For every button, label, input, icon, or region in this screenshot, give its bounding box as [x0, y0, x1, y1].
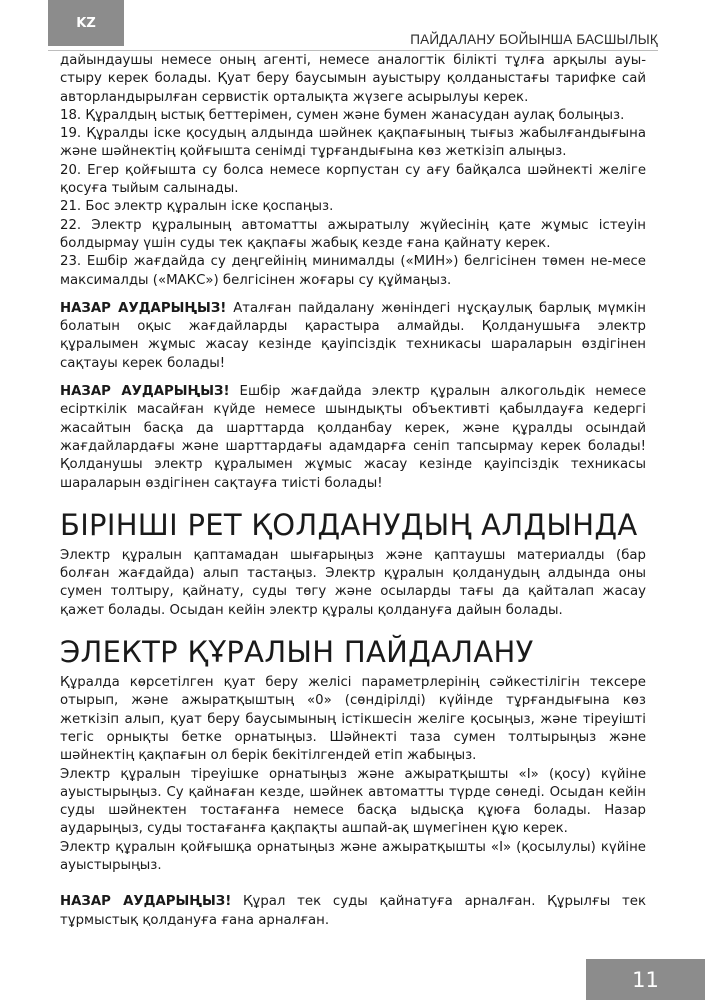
header-divider [48, 50, 658, 51]
list-item: 23. Ешбір жағдайда су деңгейінің минималды («МИН») белгісінен төмен не-месе максималды («МАКС») белгісінен жоғары су құймаңыз. [60, 254, 646, 288]
language-code: KZ [76, 15, 96, 31]
warning-label: НАЗАР АУДАРЫҢЫЗ! [60, 384, 230, 400]
warning-notice [60, 383, 646, 493]
section-body: Электр құралын тіреуішке орнатыңыз және ажыратқышты «I» (қосу) күйіне ауыстырыңыз. Су қайнаған кезде, шәйнек автоматты түрде сөнеді. Осыдан кейін суды шәйнектен тостағанға немесе басқа ыдысқа құюға болады. Назар аударыңыз, суды тостағанға қақпақты ашпай-ақ шүмегінен құю керек. [60, 766, 646, 837]
page-number: 11 [632, 967, 659, 992]
warning-notice [60, 893, 646, 930]
section-title: БІРІНШІ РЕТ ҚОЛДАНУДЫҢ АЛДЫНДА [60, 507, 638, 542]
list-item: 19. Құралды іске қосудың алдында шәйнек қақпағының тығыз жабылғандығына және шәйнектің қойғышта сенімді тұрғандығына көз жеткізіп алыңыз. [60, 126, 646, 160]
page-number-box [586, 959, 705, 1000]
list-item: 20. Егер қойғышта су болса немесе корпустан су ағу байқалса шәйнекті желіге қосуға тыйым салынады. [60, 162, 646, 197]
running-header: ПАЙДАЛАНУ БОЙЫНША БАСШЫЛЫҚ [410, 32, 658, 47]
warning-label: НАЗАР АУДАРЫҢЫЗ! [60, 300, 227, 316]
section-body: Құралда көрсетілген қуат беру желісі параметрлерінің сәйкестілігін тексере отырып, және ажыратқыштың «0» (сөндірілді) күйінде тұрғандығына көз жеткізіп алып, қуат беру баусымының істікшесін желіге қосыңыз, және тіреуішті тегіс орнықты бетке орнатыңыз. Шәйнекті таза сумен толтырыңыз және шәйнектің қақпағын ол берік бекітілгендей етіп жабыңыз. [60, 675, 646, 764]
section-body: Электр құралын қаптамадан шығарыңыз және қаптаушы материалды (бар болған жағдайда) алып тастаңыз. Электр құралын қолданудың алдында оны сумен толтыру, қайнату, суды төгу және осыларды тағы да қайталап жасау қажет болады. Осыдан кейін электр құралы қолдануға дайын болады. [60, 547, 646, 618]
warning-label: НАЗАР АУДАРЫҢЫЗ! [60, 894, 232, 910]
warning-text: Ешбір жағдайда электр құралын алкогольдік немесе есірткілік масайған күйде немесе шындықты объективті қабылдауға кедергі жасайтын басқа да шарттарда қолданбау керек, және құралды осындай жағдайлардағы және шарттардағы адамдарға сеніп тапсырмау керек болады! Қолданушы электр құралымен жұмыс жасау кезінде қауіпсіздік техникасы шараларын өздігінен сақтауға тиісті болады! [60, 384, 646, 491]
section-title: ЭЛЕКТР ҚҰРАЛЫН ПАЙДАЛАНУ [60, 635, 534, 670]
warning-text: Аталған пайдалану жөніндегі нұсқаулық барлық мүмкін болатын оқыс жағдайларды қарастыра алмайды. Қолданушыға электр құралымен жұмыс жасау кезінде қауіпсіздік техникасы шараларын өздігінен сақтауы керек болады! [60, 300, 647, 371]
warning-notice [60, 300, 646, 373]
list-item: дайындаушы немесе оның агенті, немесе аналогтік білікті тұлға арқылы ауы-стыру керек болады. Қуат беру баусымын ауыстыру қолданыстағы тарифке сай авторландырылған сервистік орталықта жүзеге асырылуы керек. [60, 53, 646, 105]
list-item: 21. Бос электр құралын іске қоспаңыз. [60, 199, 334, 215]
list-item: 22. Электр құралының автоматты ажыратылу жүйесінің қате жұмыс істеуін болдырмау үшін суды тек қақпағы жабық кезде ғана қайнату керек. [60, 217, 646, 251]
page-content [60, 52, 646, 930]
warning-text: Құрал тек суды қайнатуға арналған. Құрылғы тек тұрмыстық қолдануға ғана арналған. [60, 894, 646, 928]
language-tab [48, 0, 124, 46]
section-body: Электр құралын қойғышқа орнатыңыз және ажыратқышты «I» (қосылулы) күйіне ауыстырыңыз. [60, 839, 646, 873]
list-item: 18. Құралдың ыстық беттерімен, сумен және бумен жанасудан аулақ болыңыз. [60, 107, 625, 123]
